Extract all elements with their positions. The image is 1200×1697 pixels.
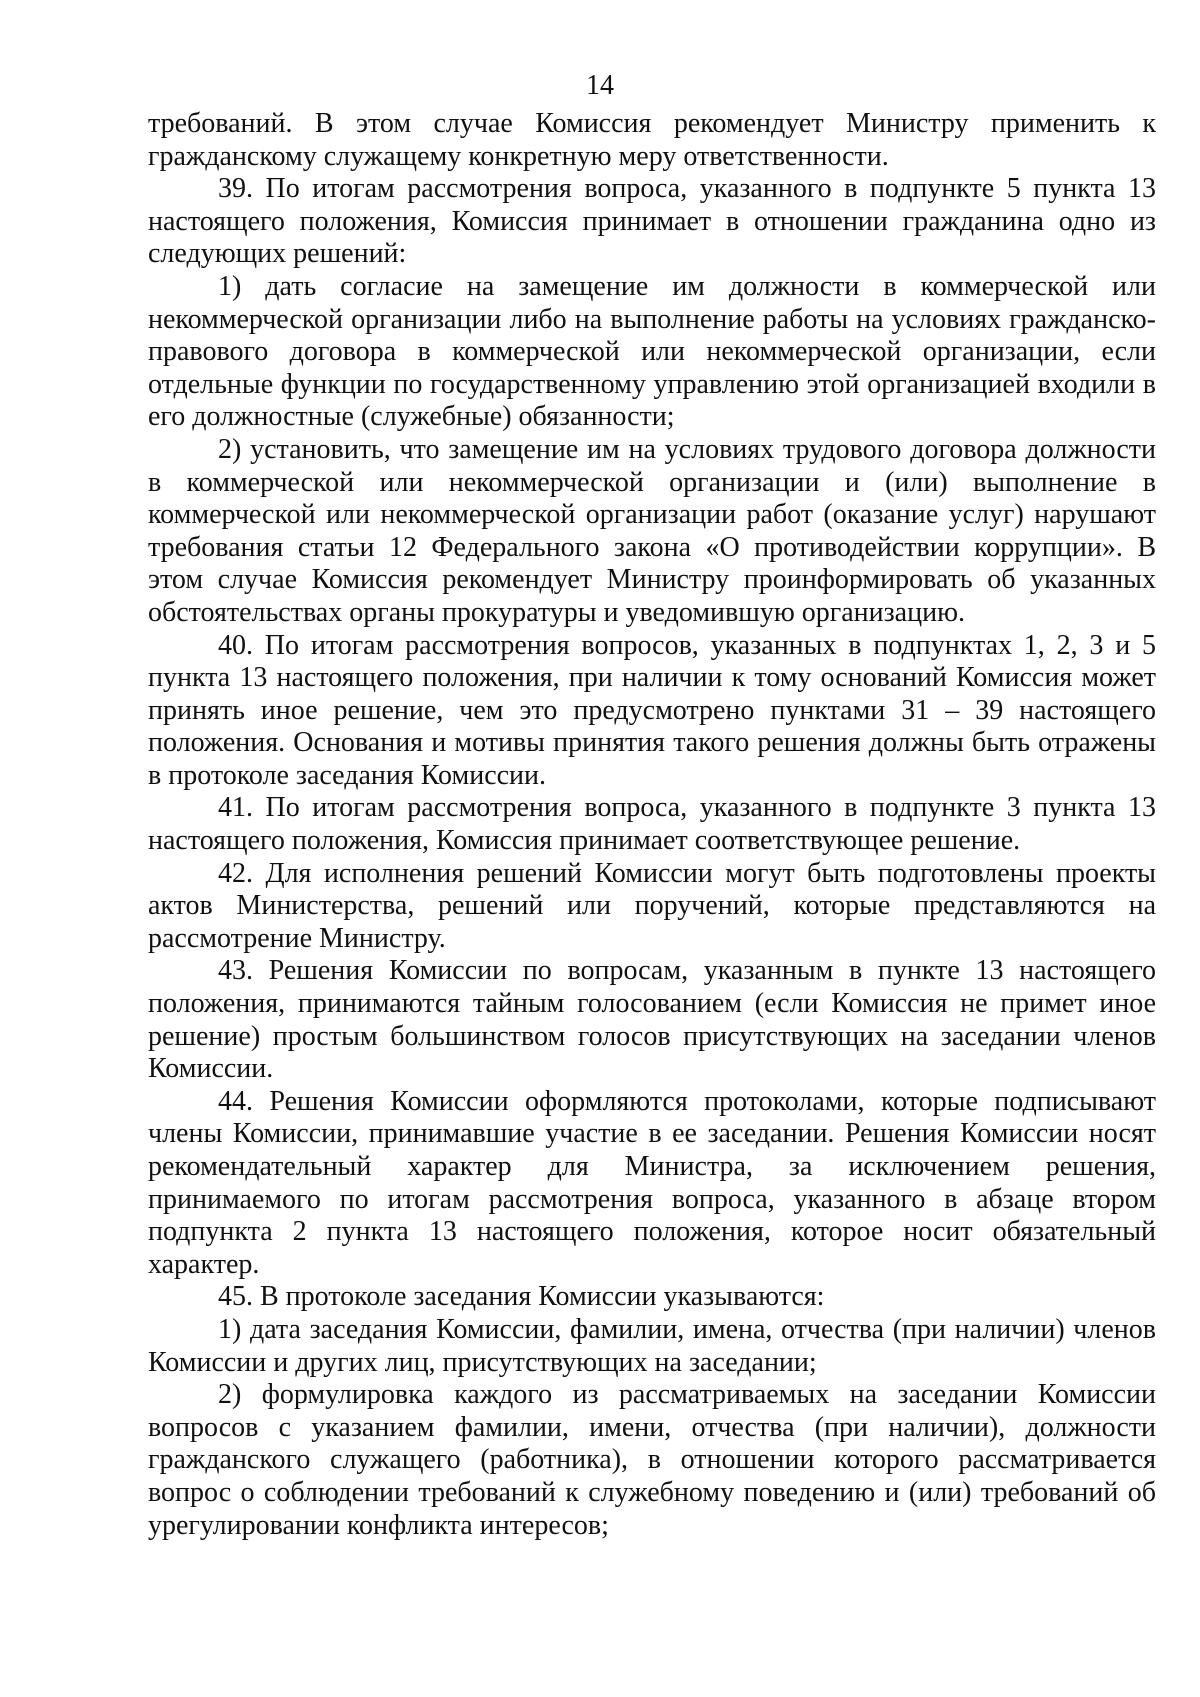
paragraph-43: 43. Решения Комиссии по вопросам, указанным в пункте 13 настоящего положения, принимаются тайным голосованием (если Комиссия не примет иное решение) простым большинством голосов присутствующих на заседании членов Комиссии. <box>148 955 1156 1085</box>
document-body <box>148 108 1156 1542</box>
paragraph-continuation: требований. В этом случае Комиссия рекомендует Министру применить к гражданскому служащему конкретную меру ответственности. <box>148 108 1156 172</box>
paragraph-42: 42. Для исполнения решений Комиссии могут быть подготовлены проекты актов Министерства, решений или поручений, которые представляются на рассмотрение Министру. <box>148 857 1156 954</box>
paragraph-45: 45. В протоколе заседания Комиссии указываются: <box>218 1281 825 1313</box>
paragraph-39-item-2: 2) установить, что замещение им на условиях трудового договора должности в коммерческой или некоммерческой организации и (или) выполнение в коммерческой или некоммерческой организации работ (оказание услуг) нарушают требования статьи 12 Федерального закона «О противодействии коррупции». В этом случае Комиссия рекомендует Министру проинформировать об указанных обстоятельствах органы прокуратуры и уведомившую организацию. <box>148 433 1156 628</box>
paragraph-39: 39. По итогам рассмотрения вопроса, указанного в подпункте 5 пункта 13 настоящего положения, Комиссия принимает в отношении гражданина одно из следующих решений: <box>148 173 1156 270</box>
paragraph-45-item-2: 2) формулировка каждого из рассматриваемых на заседании Комиссии вопросов с указанием фамилии, имени, отчества (при наличии), должности гражданского служащего (работника), в отношении которого рассматривается вопрос о соблюдении требований к служебному поведению и (или) требований об урегулировании конфликта интересов; <box>148 1379 1156 1541</box>
paragraph-45-item-1: 1) дата заседания Комиссии, фамилии, имена, отчества (при наличии) членов Комиссии и других лиц, присутствующих на заседании; <box>148 1313 1156 1378</box>
paragraph-44: 44. Решения Комиссии оформляются протоколами, которые подписывают члены Комиссии, принимавшие участие в ее заседании. Решения Комиссии носят рекомендательный характер для Министра, за исключением решения, принимаемого по итогам рассмотрения вопроса, указанного в абзаце втором подпункта 2 пункта 13 настоящего положения, которое носит обязательный характер. <box>148 1085 1156 1280</box>
paragraph-41: 41. По итогам рассмотрения вопроса, указанного в подпункте 3 пункта 13 настоящего положения, Комиссия принимает соответствующее решение. <box>148 792 1156 857</box>
paragraph-39-item-1: 1) дать согласие на замещение им должности в коммерческой или некоммерческой организации либо на выполнение работы на условиях гражданско-правового договора в коммерческой или некоммерческой организации, если отдельные функции по государственному управлению этой организацией входили в его должностные (служебные) обязанности; <box>148 270 1156 433</box>
paragraph-40: 40. По итогам рассмотрения вопросов, указанных в подпунктах 1, 2, 3 и 5 пункта 13 настоящего положения, при наличии к тому оснований Комиссия может принять иное решение, чем это предусмотрено пунктами 31 – 39 настоящего положения. Основания и мотивы принятия такого решения должны быть отражены в протоколе заседания Комиссии. <box>148 629 1156 791</box>
page-number: 14 <box>586 70 614 101</box>
